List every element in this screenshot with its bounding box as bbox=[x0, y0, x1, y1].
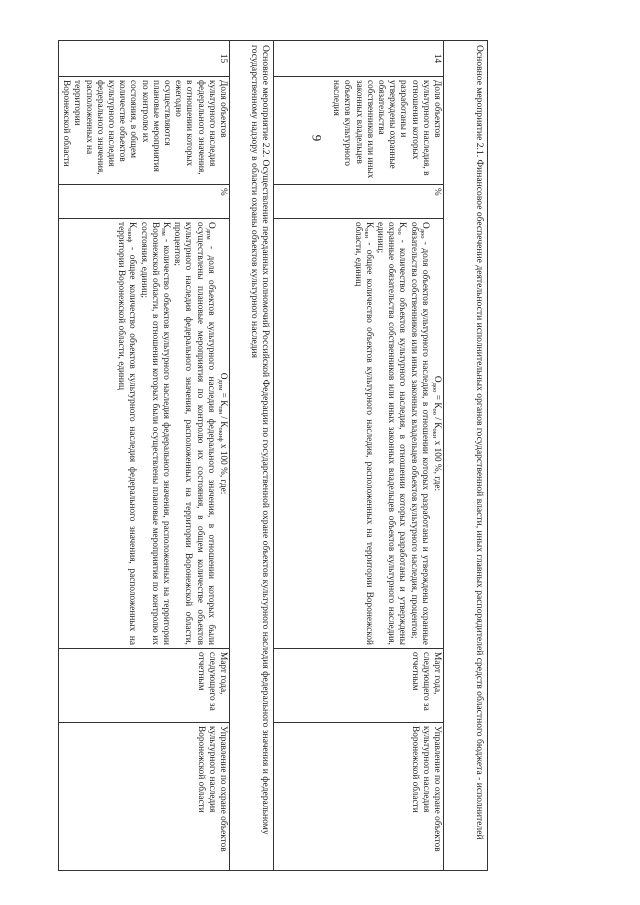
row-15-indicator-name: Доля объектов культурного наследия федерального значения, в отношении которых ежегодно осуществляются плановые мероприятия по контролю их состояния, в общем количестве объектов культурного наследия федерального значения, расположенных на территории Воронежской области bbox=[58, 77, 229, 185]
row-14-unit: % bbox=[274, 185, 444, 219]
section-2-2-title: Основное мероприятие 2.2. Осуществление переданных полномочий Российской Федерации по государственной охране объектов культурного наследия федерального значения и федеральному государственному надзору в области охраны объектов культурного наследия bbox=[230, 41, 274, 871]
row-14-formula: $О_{доо} = К_{оо} / К_{окн}$ х 100 %, где: bbox=[431, 375, 442, 492]
section-row-2-2 bbox=[230, 41, 274, 871]
table-row-15 bbox=[58, 41, 229, 871]
row-15-definition-k1: $К_{пм}$ - количество объектов культурного наследия федерального значения, расположенных на территории Воронежской области, в отношении которых были осуществлены плановые мероприятия по контролю их состояния, единиц; bbox=[138, 222, 171, 645]
section-2-1-title: Основное мероприятие 2.1. Финансовое обеспечение деятельности исполнительных органов государственной власти, иных главных распорядителей средств областного бюджета - исполнителей bbox=[444, 41, 488, 871]
row-14-deadline: Март года, следующего за отчетным bbox=[274, 649, 444, 723]
row-14-number: 14 bbox=[274, 41, 444, 77]
row-14-method bbox=[274, 219, 444, 649]
table-row-14 bbox=[274, 41, 444, 871]
row-15-definition-o: $О_{дпм}$ - доля объектов культурного наследия федерального значения, в отношении которых были осуществлены плановые мероприятия по контролю их состояния, в общем количестве объектов культурного наследия федерального значения, расположенных на территории Воронежской области, процентов; bbox=[172, 222, 216, 645]
rotated-table-container bbox=[61, 40, 488, 870]
row-15-formula: $О_{дпм} = К_{пм} / К_{окнф}$ х 100 %, где: bbox=[217, 372, 228, 495]
row-15-number: 15 bbox=[58, 41, 229, 77]
row-14-definition-o: $О_{доо}$ - доля объектов культурного наследия, в отношении которых разработаны и утверждены охранные обязательства собственников или иных законных владельцев объектов культурного наследия, процентов; bbox=[408, 222, 430, 645]
row-14-responsible: Управление по охране объектов культурного наследия Воронежской области bbox=[274, 723, 444, 871]
indicators-table bbox=[58, 40, 488, 871]
page-number: 9 bbox=[309, 134, 325, 142]
row-15-definition-k2: $К_{окнф}$ - общее количество объектов культурного наследия федерального значения, расположенных на территории Воронежской области, единиц bbox=[116, 222, 138, 645]
row-14-definition-k2: $К_{окн}$ - общее количество объектов культурного наследия, расположенных на территории Воронежской области, единиц bbox=[352, 222, 374, 645]
row-14-indicator-name: Доля объектов культурного наследия, в отношении которых разработаны и утверждены охранные обязательства собственников или иных законных владельцев объектов культурного наследия bbox=[274, 77, 444, 185]
row-15-method bbox=[58, 219, 229, 649]
row-15-responsible: Управление по охране объектов культурного наследия Воронежской области bbox=[58, 723, 229, 871]
row-15-deadline: Март года, следующего за отчетным bbox=[58, 649, 229, 723]
row-14-definition-k1: $К_{оо}$ - количество объектов культурного наследия, в отношении которых разработаны и утверждены охранные обязательства собственников или иных законных владельцев объектов культурного наследия, единиц; bbox=[374, 222, 408, 645]
row-15-unit: % bbox=[58, 185, 229, 219]
section-row-2-1 bbox=[444, 41, 488, 871]
